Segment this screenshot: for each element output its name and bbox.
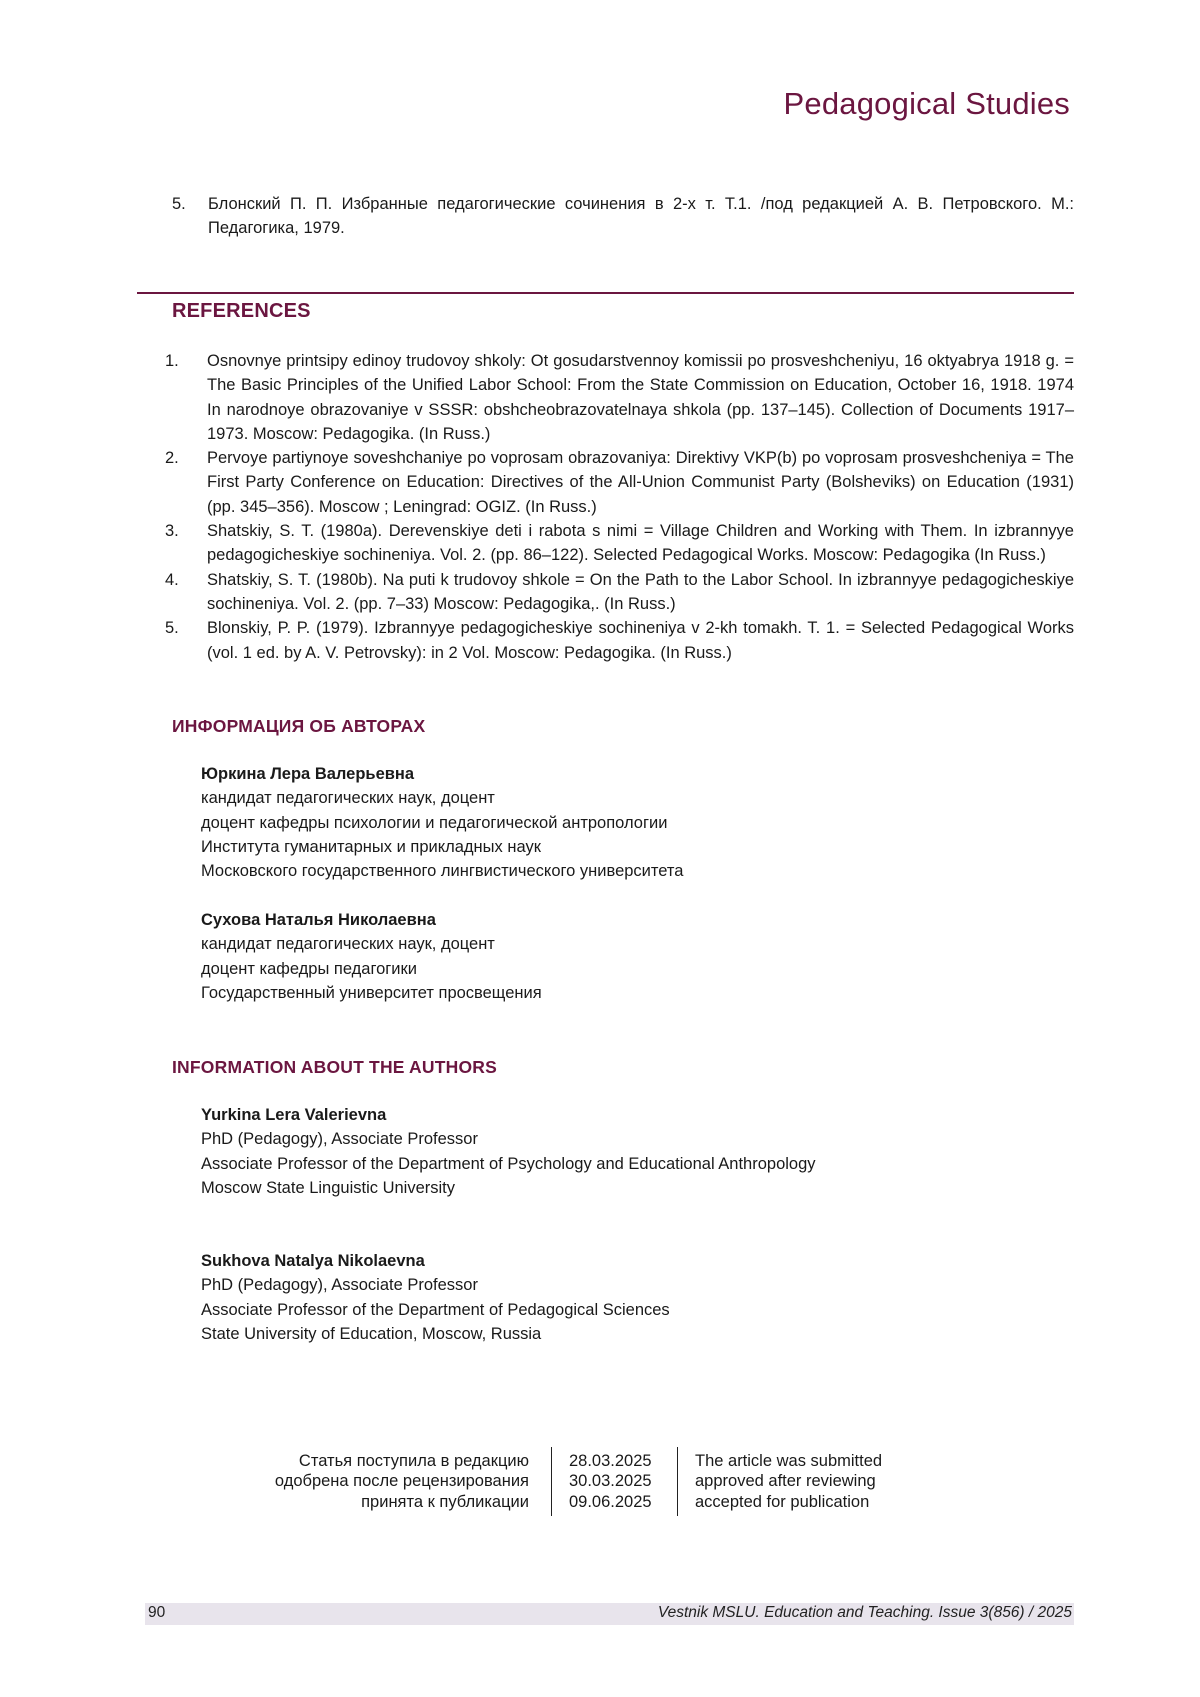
- page-number: 90: [148, 1604, 165, 1622]
- date-label-approved-ru: одобрена после рецензирования: [260, 1471, 529, 1491]
- section-title: Pedagogical Studies: [784, 86, 1070, 122]
- author-position: доцент кафедры педагогики: [201, 957, 542, 981]
- reference-item-4: [165, 568, 1074, 617]
- author-university: Moscow State Linguistic University: [201, 1176, 816, 1200]
- ref-text: Shatskiy, S. T. (1980a). Derevenskiye deti i rabota s nimi = Village Children and Working with Them. In izbrannyye pedagogicheskiye sochineniya. Vol. 2. (pp. 86–122). Selected Pedagogical Works. Moscow: Pedagogika (In Russ.): [207, 519, 1074, 568]
- author-name: Сухова Наталья Николаевна: [201, 908, 542, 932]
- dates-labels-en: [678, 1447, 882, 1516]
- author-degree: кандидат педагогических наук, доцент: [201, 786, 683, 810]
- author-degree: кандидат педагогических наук, доцент: [201, 932, 542, 956]
- author-university: State University of Education, Moscow, Russia: [201, 1322, 670, 1346]
- author-name: Sukhova Natalya Nikolaevna: [201, 1249, 670, 1273]
- journal-page: [0, 0, 1200, 1697]
- ref-number: 5.: [165, 616, 207, 665]
- authors-en-heading: INFORMATION ABOUT THE AUTHORS: [172, 1057, 497, 1078]
- page-footer: [145, 1603, 1074, 1625]
- authors-ru-heading: ИНФОРМАЦИЯ ОБ АВТОРАХ: [172, 716, 425, 737]
- section-divider: [137, 292, 1074, 294]
- reference-item-1: [165, 349, 1074, 446]
- date-label-submitted-ru: Статья поступила в редакцию: [260, 1451, 529, 1471]
- ref-number: 5.: [172, 192, 208, 240]
- date-label-accepted-en: accepted for publication: [695, 1492, 882, 1512]
- author-block-en-2: [201, 1249, 670, 1346]
- ref-number: 4.: [165, 568, 207, 617]
- reference-item-3: [165, 519, 1074, 568]
- ref-number: 2.: [165, 446, 207, 519]
- author-block-ru-2: [201, 908, 542, 1005]
- author-institute: Института гуманитарных и прикладных наук: [201, 835, 683, 859]
- ru-reference-item: [172, 192, 1074, 240]
- journal-citation: Vestnik MSLU. Education and Teaching. Issue 3(856) / 2025: [658, 1604, 1072, 1622]
- ref-number: 3.: [165, 519, 207, 568]
- ref-text: Блонский П. П. Избранные педагогические сочинения в 2-х т. Т.1. /под редакцией А. В. Петровского. М.: Педагогика, 1979.: [208, 192, 1074, 240]
- ref-text: Pervoye partiynoye soveshchaniye po voprosam obrazovaniya: Direktivy VKP(b) po voprosam prosveshcheniya = The First Party Conference on Education: Directives of the All-Union Communist Party (Bolsheviks) on Education (1931) (pp. 345–356). Moscow ; Leningrad: OGIZ. (In Russ.): [207, 446, 1074, 519]
- article-dates-table: [260, 1447, 882, 1516]
- author-position: Associate Professor of the Department of Pedagogical Sciences: [201, 1298, 670, 1322]
- author-degree: PhD (Pedagogy), Associate Professor: [201, 1273, 670, 1297]
- ref-text: Osnovnye printsipy edinoy trudovoy shkoly: Ot gosudarstvennoy komissii po prosveshcheniyu, 16 oktyabrya 1918 g. = The Basic Principles of the Unified Labor School: From the State Commission on Education, October 16, 1918. 1974 In narodnoye obrazovaniye v SSSR: obshcheobrazovatelnaya shkola (pp. 137–145). Collection of Documents 1917–1973. Moscow: Pedagogika. (In Russ.): [207, 349, 1074, 446]
- author-name: Юркина Лера Валерьевна: [201, 762, 683, 786]
- date-label-accepted-ru: принята к публикации: [260, 1492, 529, 1512]
- author-university: Государственный университет просвещения: [201, 981, 542, 1005]
- author-name: Yurkina Lera Valerievna: [201, 1103, 816, 1127]
- author-block-en-1: [201, 1103, 816, 1200]
- author-block-ru-1: [201, 762, 683, 883]
- ref-text: Shatskiy, S. T. (1980b). Na puti k trudovoy shkole = On the Path to the Labor School. In izbrannyye pedagogicheskiye sochineniya. Vol. 2. (pp. 7–33) Moscow: Pedagogika,. (In Russ.): [207, 568, 1074, 617]
- author-position: Associate Professor of the Department of Psychology and Educational Anthropology: [201, 1152, 816, 1176]
- author-position: доцент кафедры психологии и педагогической антропологии: [201, 811, 683, 835]
- ref-number: 1.: [165, 349, 207, 446]
- reference-item-2: [165, 446, 1074, 519]
- date-approved: 30.03.2025: [569, 1471, 677, 1491]
- ref-text: Blonskiy, P. P. (1979). Izbrannyye pedagogicheskiye sochineniya v 2-kh tomakh. T. 1. = Selected Pedagogical Works (vol. 1 ed. by A. V. Petrovsky): in 2 Vol. Moscow: Pedagogika. (In Russ.): [207, 616, 1074, 665]
- references-heading: REFERENCES: [172, 300, 311, 323]
- date-label-submitted-en: The article was submitted: [695, 1451, 882, 1471]
- date-accepted: 09.06.2025: [569, 1492, 677, 1512]
- dates-values: [552, 1447, 678, 1516]
- references-list: [165, 349, 1074, 665]
- date-submitted: 28.03.2025: [569, 1451, 677, 1471]
- reference-item-5: [165, 616, 1074, 665]
- date-label-approved-en: approved after reviewing: [695, 1471, 882, 1491]
- dates-labels-ru: [260, 1447, 552, 1516]
- author-degree: PhD (Pedagogy), Associate Professor: [201, 1127, 816, 1151]
- author-university: Московского государственного лингвистического университета: [201, 859, 683, 883]
